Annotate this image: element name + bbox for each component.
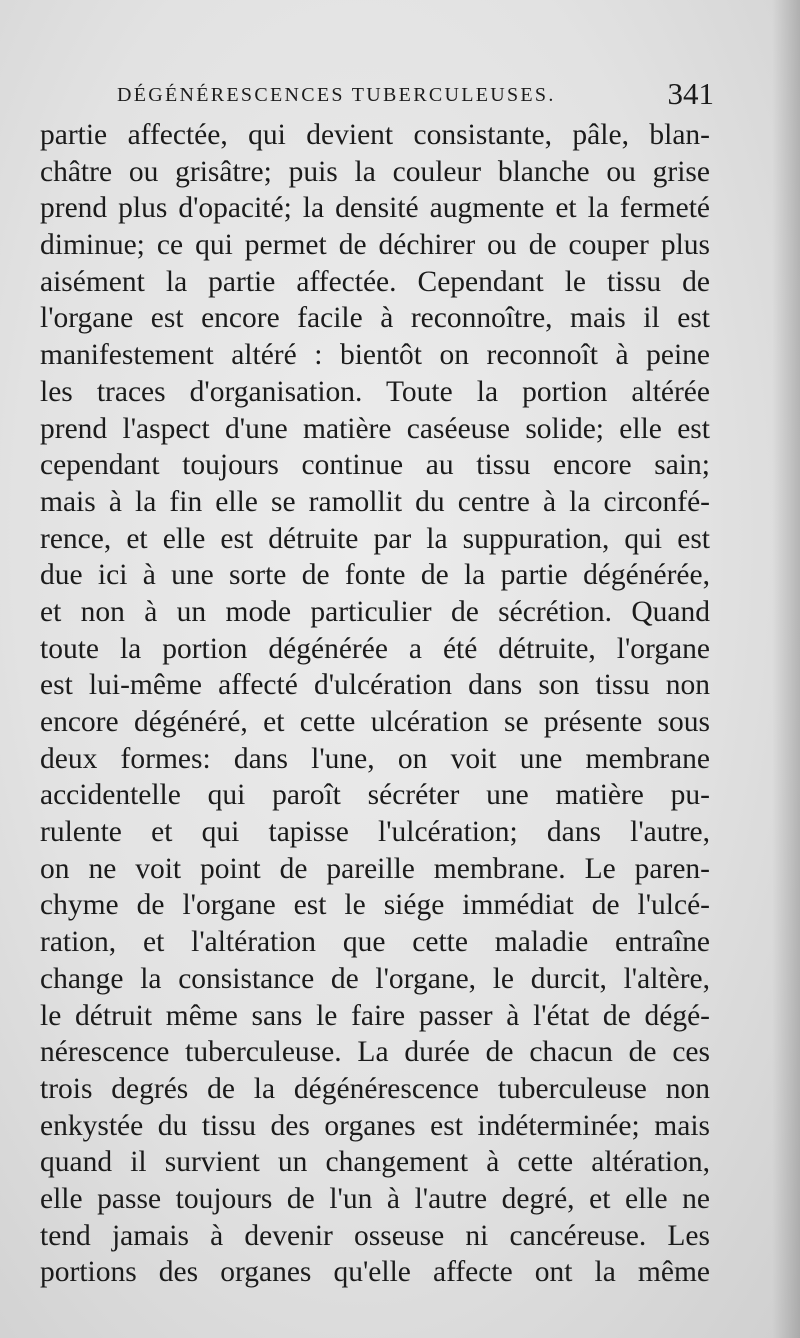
page-number: 341 (667, 76, 714, 111)
text-line: portions des organes qu'elle affecte ont la même (40, 1256, 710, 1289)
text-line: diminue; ce qui permet de déchirer ou de couper plus (40, 229, 710, 262)
text-line: due ici à une sorte de fonte de la partie dégénérée, (40, 559, 710, 592)
text-line: tend jamais à devenir osseuse ni cancéreuse. Les (40, 1219, 710, 1252)
text-line: chyme de l'organe est le siége immédiat de l'ulcé- (40, 889, 710, 922)
text-line: aisément la partie affectée. Cependant le tissu de (40, 265, 710, 298)
text-line: châtre ou grisâtre; puis la couleur blanche ou grise (40, 155, 710, 188)
text-line: cependant toujours continue au tissu encore sain; (40, 449, 710, 482)
text-line: rulente et qui tapisse l'ulcération; dans l'autre, (40, 816, 710, 849)
text-line: accidentelle qui paroît sécréter une matière pu- (40, 779, 710, 812)
text-line: rence, et elle est détruite par la suppuration, qui est (40, 522, 710, 555)
text-line: mais à la fin elle se ramollit du centre à la circonfé- (40, 485, 710, 518)
text-line: toute la portion dégénérée a été détruite, l'organe (40, 632, 710, 665)
text-line: ration, et l'altération que cette maladie entraîne (40, 926, 710, 959)
text-line: les traces d'organisation. Toute la portion altérée (40, 375, 710, 408)
text-line: est lui-même affecté d'ulcération dans son tissu non (40, 669, 710, 702)
text-line: enkystée du tissu des organes est indéterminée; mais (40, 1109, 710, 1142)
text-line: change la consistance de l'organe, le durcit, l'altère, (40, 962, 710, 995)
text-line: encore dégénéré, et cette ulcération se présente sous (40, 706, 710, 738)
text-line: deux formes: dans l'une, on voit une membrane (40, 742, 710, 775)
text-line: l'organe est encore facile à reconnoître, mais il est (40, 302, 710, 335)
running-head (112, 78, 712, 118)
text-line: partie affectée, qui devient consistante, pâle, blan- (40, 119, 710, 151)
chapter-heading: DÉGÉNÉRESCENCES TUBERCULEUSES. (117, 84, 556, 106)
text-line: on ne voit point de pareille membrane. Le paren- (40, 852, 710, 885)
text-line: manifestement altéré : bientôt on reconnoît à peine (40, 339, 710, 372)
text-line: elle passe toujours de l'un à l'autre degré, et elle ne (40, 1182, 710, 1215)
text-line: prend plus d'opacité; la densité augmente et la fermeté (40, 192, 710, 225)
body-text (40, 117, 710, 1291)
text-line: trois degrés de la dégénérescence tuberculeuse non (40, 1072, 710, 1105)
text-line: prend l'aspect d'une matière caséeuse solide; elle est (40, 412, 710, 445)
text-line: nérescence tuberculeuse. La durée de chacun de ces (40, 1036, 710, 1069)
text-line: et non à un mode particulier de sécrétion. Quand (40, 595, 710, 628)
text-line: le détruit même sans le faire passer à l'état de dégé- (40, 999, 710, 1032)
text-line: quand il survient un changement à cette altération, (40, 1146, 710, 1179)
